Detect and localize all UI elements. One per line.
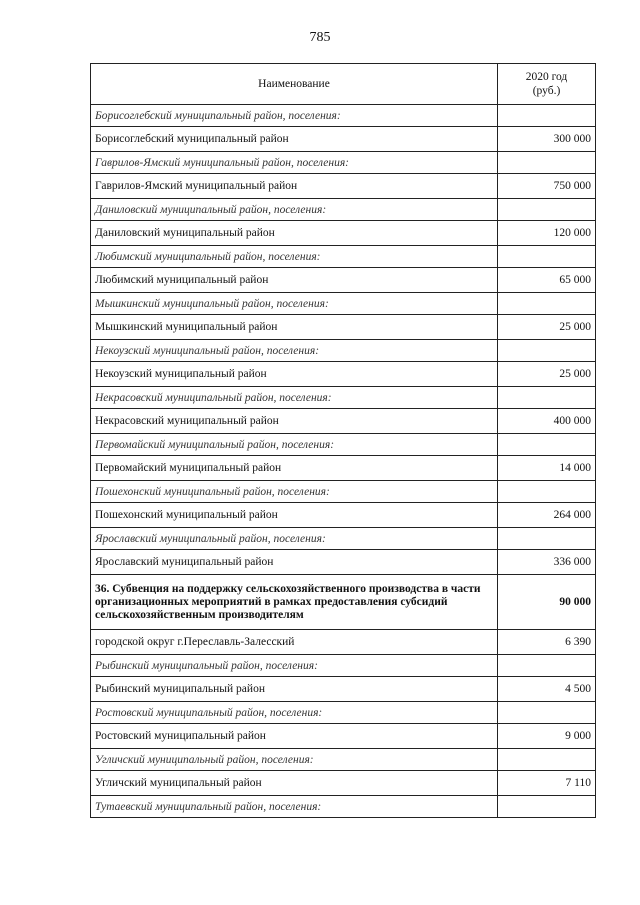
table-body: [91, 105, 596, 818]
row-amount: 9 000: [498, 724, 596, 749]
row-name: Первомайский муниципальный район, поселения:: [91, 434, 498, 456]
row-name: Гаврилов-Ямский муниципальный район: [91, 174, 498, 199]
table-row: [91, 655, 596, 677]
header-unit: (руб.): [532, 85, 561, 97]
table-row: [91, 456, 596, 481]
row-name: Даниловский муниципальный район, поселения:: [91, 199, 498, 221]
row-amount: [498, 702, 596, 724]
table-row: [91, 340, 596, 362]
table-row: [91, 630, 596, 655]
row-amount: [498, 387, 596, 409]
table-row: [91, 434, 596, 456]
table-row: [91, 771, 596, 796]
row-amount: 7 110: [498, 771, 596, 796]
row-amount: [498, 528, 596, 550]
row-amount: 6 390: [498, 630, 596, 655]
row-amount: [498, 199, 596, 221]
row-amount: 300 000: [498, 127, 596, 152]
row-amount: [498, 796, 596, 818]
row-name: Некоузский муниципальный район, поселения:: [91, 340, 498, 362]
row-name: Гаврилов-Ямский муниципальный район, поселения:: [91, 152, 498, 174]
row-name: Ярославский муниципальный район: [91, 550, 498, 575]
row-name: Первомайский муниципальный район: [91, 456, 498, 481]
row-name: Любимский муниципальный район: [91, 268, 498, 293]
row-amount: [498, 246, 596, 268]
table-row: [91, 246, 596, 268]
row-name: Рыбинский муниципальный район: [91, 677, 498, 702]
table-row: [91, 749, 596, 771]
row-amount: 120 000: [498, 221, 596, 246]
header-year: 2020 год: [525, 71, 568, 83]
row-name: Некрасовский муниципальный район, поселения:: [91, 387, 498, 409]
table-row: [91, 315, 596, 340]
budget-table: [90, 63, 596, 818]
table-row: [91, 702, 596, 724]
row-name: Борисоглебский муниципальный район, поселения:: [91, 105, 498, 127]
table-header-row: [91, 64, 596, 105]
row-amount: [498, 434, 596, 456]
table-row: [91, 293, 596, 315]
row-name: 36. Субвенция на поддержку сельскохозяйственного производства в части организационных мероприятий в рамках предоставления субсидий сельскохозяйственным производителям: [91, 575, 498, 630]
row-amount: [498, 749, 596, 771]
row-name: Мышкинский муниципальный район: [91, 315, 498, 340]
table-row: [91, 550, 596, 575]
row-name: Угличский муниципальный район, поселения:: [91, 749, 498, 771]
row-name: Пошехонский муниципальный район, поселения:: [91, 481, 498, 503]
row-name: Пошехонский муниципальный район: [91, 503, 498, 528]
page-number: 785: [309, 30, 331, 45]
row-name: Некрасовский муниципальный район: [91, 409, 498, 434]
row-amount: 400 000: [498, 409, 596, 434]
row-amount: 25 000: [498, 315, 596, 340]
table-row: [91, 127, 596, 152]
row-name: городской округ г.Переславль-Залесский: [91, 630, 498, 655]
row-amount: 336 000: [498, 550, 596, 575]
row-name: Ярославский муниципальный район, поселения:: [91, 528, 498, 550]
table-row: [91, 481, 596, 503]
row-amount: 750 000: [498, 174, 596, 199]
row-amount: [498, 340, 596, 362]
table-row: [91, 796, 596, 818]
row-amount: [498, 152, 596, 174]
row-amount: [498, 293, 596, 315]
row-amount: 65 000: [498, 268, 596, 293]
row-amount: 4 500: [498, 677, 596, 702]
row-amount: 90 000: [498, 575, 596, 630]
table-row: [91, 528, 596, 550]
row-amount: [498, 105, 596, 127]
row-name: Некоузский муниципальный район: [91, 362, 498, 387]
row-amount: [498, 655, 596, 677]
table-row: [91, 724, 596, 749]
table-row: [91, 199, 596, 221]
header-name: Наименование: [91, 64, 498, 105]
table-row: [91, 174, 596, 199]
row-name: Тутаевский муниципальный район, поселения:: [91, 796, 498, 818]
row-amount: 264 000: [498, 503, 596, 528]
table-row: [91, 105, 596, 127]
row-name: Борисоглебский муниципальный район: [91, 127, 498, 152]
table-row: [91, 677, 596, 702]
row-name: Ростовский муниципальный район, поселения:: [91, 702, 498, 724]
row-name: Даниловский муниципальный район: [91, 221, 498, 246]
row-amount: 14 000: [498, 456, 596, 481]
table-row: [91, 503, 596, 528]
row-name: Любимский муниципальный район, поселения:: [91, 246, 498, 268]
table-row: [91, 362, 596, 387]
header-amount: [498, 64, 596, 105]
table-row: [91, 152, 596, 174]
row-amount: 25 000: [498, 362, 596, 387]
table-row: [91, 387, 596, 409]
row-name: Рыбинский муниципальный район, поселения:: [91, 655, 498, 677]
table-row: [91, 575, 596, 630]
table-row: [91, 221, 596, 246]
table-row: [91, 409, 596, 434]
row-name: Мышкинский муниципальный район, поселения:: [91, 293, 498, 315]
table-row: [91, 268, 596, 293]
row-amount: [498, 481, 596, 503]
row-name: Ростовский муниципальный район: [91, 724, 498, 749]
row-name: Угличский муниципальный район: [91, 771, 498, 796]
